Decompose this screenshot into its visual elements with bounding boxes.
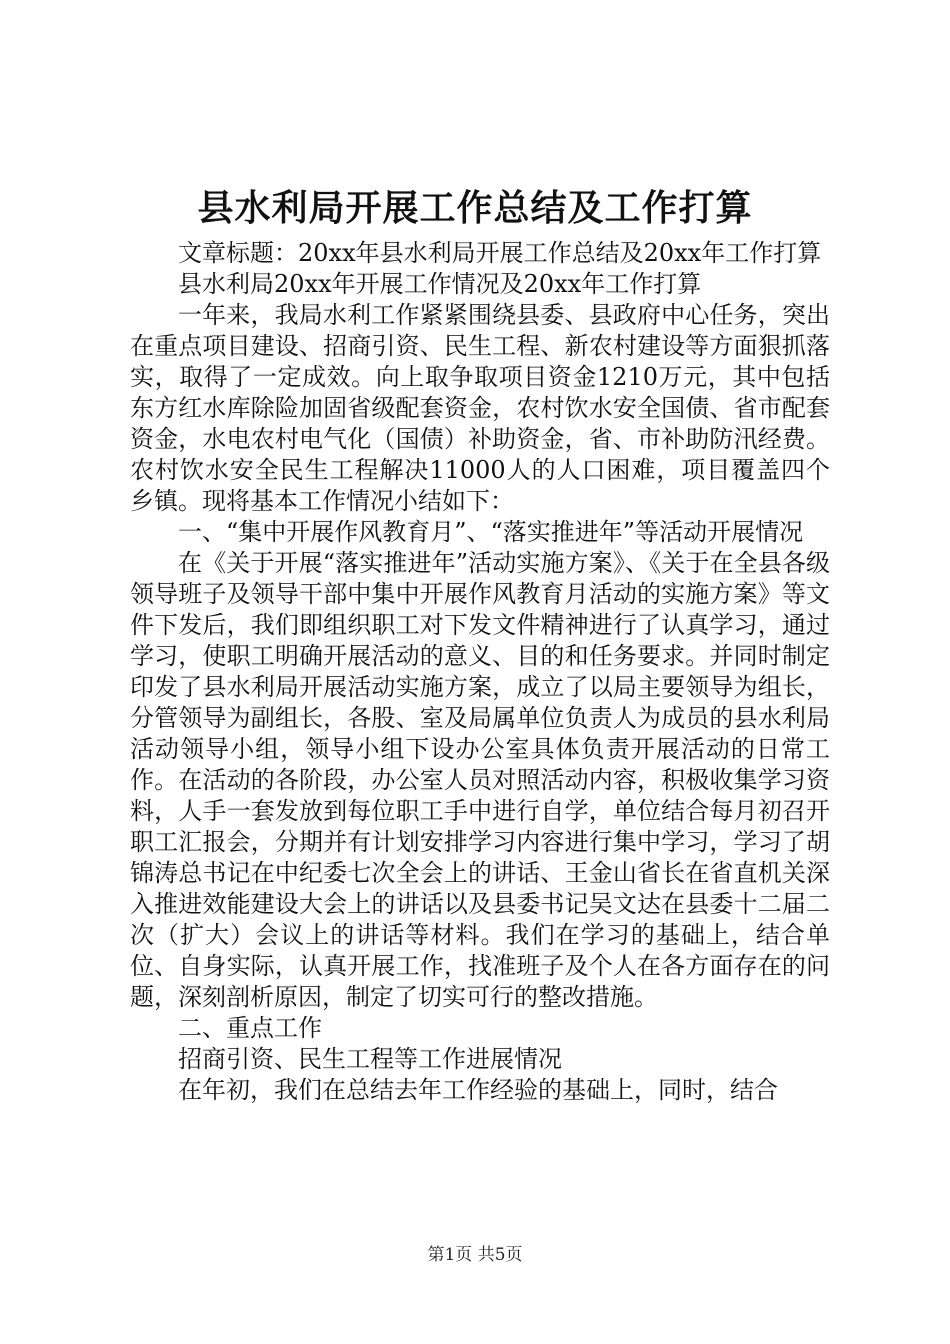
- document-body: [130, 238, 830, 1106]
- section-2-paragraph: 在年初，我们在总结去年工作经验的基础上，同时，结合: [178, 1076, 778, 1104]
- subtitle-paragraph: 县水利局20xx年开展工作情况及20xx年工作打算: [178, 270, 702, 298]
- section-1-paragraph: 在《关于开展“落实推进年”活动实施方案》、《关于在全县各级领导班子及领导干部中集中开展作风教育月活动的实施方案》等文件下发后，我们即组织职工对下发文件精神进行了认真学习，通过学习，使职工明确开展活动的意义、目的和任务要求。并同时制定印发了县水利局开展活动实施方案，成立了以局主要领导为组长，分管领导为副组长，各股、室及局属单位负责人为成员的县水利局活动领导小组，领导小组下设办公室具体负责开展活动的日常工作。在活动的各阶段，办公室人员对照活动内容，积极收集学习资料，人手一套发放到每位职工手中进行自学，单位结合每月初召开职工汇报会，分期并有计划安排学习内容进行集中学习，学习了胡锦涛总书记在中纪委七次全会上的讲话、王金山省长在省直机关深入推进效能建设大会上的讲话以及县委书记吴文达在县委十二届二次（扩大）会议上的讲话等材料。我们在学习的基础上，结合单位、自身实际，认真开展工作，找准班子及个人在各方面存在的问题，深刻剖析原因，制定了切实可行的整改措施。: [130, 549, 830, 1011]
- section-heading-1: 一、“集中开展作风教育月”、“落实推进年”等活动开展情况: [178, 518, 804, 546]
- page-number: 第1页 共5页: [427, 1245, 523, 1265]
- subsection-heading: 招商引资、民生工程等工作进展情况: [178, 1045, 562, 1073]
- document-title: 县水利局开展工作总结及工作打算: [197, 187, 753, 229]
- article-title-paragraph: 文章标题：20xx年县水利局开展工作总结及20xx年工作打算: [178, 239, 822, 267]
- section-heading-2: 二、重点工作: [178, 1014, 322, 1042]
- intro-paragraph: 一年来，我局水利工作紧紧围绕县委、县政府中心任务，突出在重点项目建设、招商引资、民生工程、新农村建设等方面狠抓落实，取得了一定成效。向上取争取项目资金1210万元，其中包括东方红水库除险加固省级配套资金，农村饮水安全国债、省市配套资金，水电农村电气化（国债）补助资金，省、市补助防汛经费。农村饮水安全民生工程解决11000人的人口困难，项目覆盖四个乡镇。现将基本工作情况小结如下：: [130, 301, 830, 515]
